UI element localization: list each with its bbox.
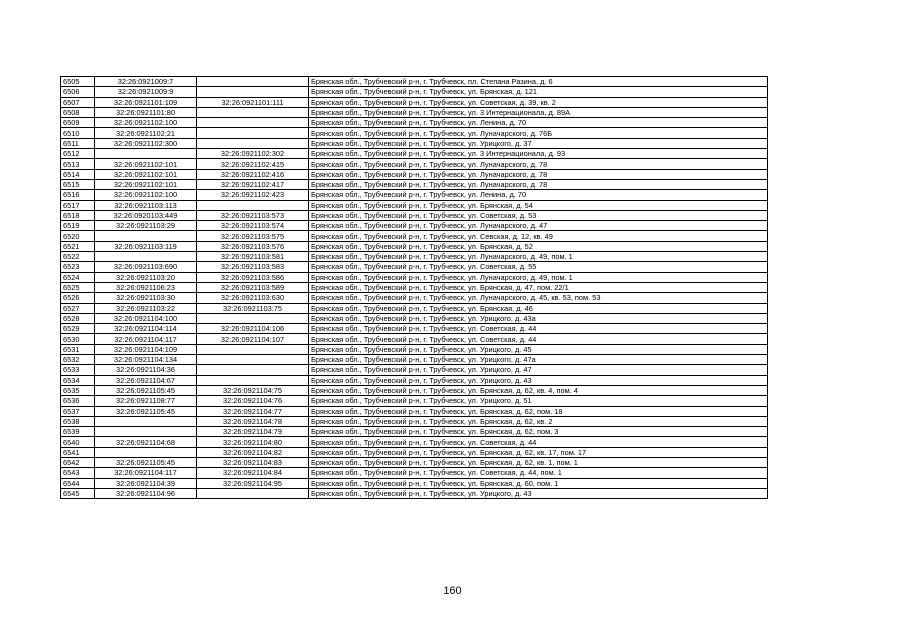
related-cadastral-number-cell <box>197 365 309 375</box>
row-number-cell: 6513 <box>61 159 95 169</box>
cadastral-number-cell: 32:26:0921102:101 <box>95 179 197 189</box>
address-cell: Брянская обл., Трубчевский р-н, г. Трубчевск, ул. Урицкого, д. 47а <box>309 355 768 365</box>
table-row <box>61 190 768 200</box>
related-cadastral-number-cell: 32:26:0921104:84 <box>197 468 309 478</box>
cadastral-number-cell: 32:26:0921104:68 <box>95 437 197 447</box>
related-cadastral-number-cell: 32:26:0921104:106 <box>197 324 309 334</box>
row-number-cell: 6511 <box>61 138 95 148</box>
related-cadastral-number-cell: 32:26:0921103:581 <box>197 252 309 262</box>
related-cadastral-number-cell: 32:26:0921102:302 <box>197 149 309 159</box>
related-cadastral-number-cell: 32:26:0921104:76 <box>197 396 309 406</box>
related-cadastral-number-cell: 32:26:0921104:95 <box>197 478 309 488</box>
table-row <box>61 293 768 303</box>
row-number-cell: 6515 <box>61 179 95 189</box>
address-cell: Брянская обл., Трубчевский р-н, г. Трубчевск, ул. Брянская, д. 60, пом. 1 <box>309 478 768 488</box>
cadastral-number-cell: 32:26:0921102:300 <box>95 138 197 148</box>
row-number-cell: 6514 <box>61 169 95 179</box>
address-cell: Брянская обл., Трубчевский р-н, г. Трубчевск, ул. 3 Интернационала, д. 93 <box>309 149 768 159</box>
table-row <box>61 334 768 344</box>
cadastral-number-cell: 32:26:0921104:67 <box>95 375 197 385</box>
row-number-cell: 6532 <box>61 355 95 365</box>
cadastral-number-cell: 32:26:0921102:101 <box>95 169 197 179</box>
row-number-cell: 6534 <box>61 375 95 385</box>
cadastral-number-cell: 32:26:0921103:22 <box>95 303 197 313</box>
cadastral-number-cell <box>95 447 197 457</box>
cadastral-number-cell: 32:26:0921009:7 <box>95 77 197 87</box>
row-number-cell: 6543 <box>61 468 95 478</box>
related-cadastral-number-cell <box>197 200 309 210</box>
cadastral-number-cell: 32:26:0921108:77 <box>95 396 197 406</box>
row-number-cell: 6528 <box>61 313 95 323</box>
cadastral-number-cell: 32:26:0921104:39 <box>95 478 197 488</box>
related-cadastral-number-cell: 32:26:0921103:75 <box>197 303 309 313</box>
related-cadastral-number-cell: 32:26:0921102:416 <box>197 169 309 179</box>
related-cadastral-number-cell <box>197 107 309 117</box>
cadastral-number-cell: 32:26:0921104:100 <box>95 313 197 323</box>
address-cell: Брянская обл., Трубчевский р-н, г. Трубчевск, ул. Ленина, д. 70 <box>309 118 768 128</box>
row-number-cell: 6509 <box>61 118 95 128</box>
related-cadastral-number-cell: 32:26:0921101:111 <box>197 97 309 107</box>
address-cell: Брянская обл., Трубчевский р-н, г. Трубчевск, ул. Луначарского, д. 47 <box>309 221 768 231</box>
table-row <box>61 200 768 210</box>
row-number-cell: 6530 <box>61 334 95 344</box>
address-cell: Брянская обл., Трубчевский р-н, г. Трубчевск, ул. Советская, д. 44, пом. 1 <box>309 468 768 478</box>
table-row <box>61 437 768 447</box>
related-cadastral-number-cell: 32:26:0921103:575 <box>197 231 309 241</box>
address-cell: Брянская обл., Трубчевский р-н, г. Трубчевск, ул. Брянская, д. 62, пом. 3 <box>309 427 768 437</box>
table-row <box>61 118 768 128</box>
related-cadastral-number-cell <box>197 375 309 385</box>
related-cadastral-number-cell <box>197 313 309 323</box>
cadastral-number-cell <box>95 427 197 437</box>
row-number-cell: 6537 <box>61 406 95 416</box>
table-row <box>61 385 768 395</box>
cadastral-number-cell: 32:26:0921104:114 <box>95 324 197 334</box>
related-cadastral-number-cell: 32:26:0921104:107 <box>197 334 309 344</box>
table-row <box>61 447 768 457</box>
table-row <box>61 210 768 220</box>
address-cell: Брянская обл., Трубчевский р-н, г. Трубчевск, ул. 3 Интернационала, д. 89А <box>309 107 768 117</box>
table-row <box>61 272 768 282</box>
row-number-cell: 6505 <box>61 77 95 87</box>
address-cell: Брянская обл., Трубчевский р-н, г. Трубчевск, ул. Луначарского, д. 78 <box>309 179 768 189</box>
table-row <box>61 128 768 138</box>
cadastral-number-cell: 32:26:0921103:690 <box>95 262 197 272</box>
related-cadastral-number-cell: 32:26:0921102:417 <box>197 179 309 189</box>
related-cadastral-number-cell <box>197 138 309 148</box>
cadastral-number-cell: 32:26:0921101:109 <box>95 97 197 107</box>
cadastral-number-cell <box>95 252 197 262</box>
row-number-cell: 6520 <box>61 231 95 241</box>
cadastral-number-cell: 32:26:0920103:449 <box>95 210 197 220</box>
address-cell: Брянская обл., Трубчевский р-н, г. Трубчевск, ул. Советская, д. 44 <box>309 334 768 344</box>
table-row <box>61 427 768 437</box>
cadastral-number-cell: 32:26:0921103:20 <box>95 272 197 282</box>
row-number-cell: 6524 <box>61 272 95 282</box>
related-cadastral-number-cell <box>197 77 309 87</box>
cadastral-number-cell: 32:26:0921105:45 <box>95 457 197 467</box>
row-number-cell: 6508 <box>61 107 95 117</box>
cadastral-number-cell <box>95 149 197 159</box>
row-number-cell: 6531 <box>61 344 95 354</box>
row-number-cell: 6527 <box>61 303 95 313</box>
row-number-cell: 6539 <box>61 427 95 437</box>
related-cadastral-number-cell: 32:26:0921103:630 <box>197 293 309 303</box>
cadastral-number-cell: 32:26:0921102:21 <box>95 128 197 138</box>
table-row <box>61 396 768 406</box>
address-cell: Брянская обл., Трубчевский р-н, г. Трубчевск, ул. Брянская, д. 46 <box>309 303 768 313</box>
table-row <box>61 488 768 498</box>
cadastral-number-cell: 32:26:0921106:23 <box>95 282 197 292</box>
address-cell: Брянская обл., Трубчевский р-н, г. Трубчевск, ул. Урицкого, д. 47 <box>309 365 768 375</box>
row-number-cell: 6507 <box>61 97 95 107</box>
table-row <box>61 324 768 334</box>
cadastral-number-cell: 32:26:0921102:101 <box>95 159 197 169</box>
address-cell: Брянская обл., Трубчевский р-н, г. Трубчевск, ул. Брянская, д. 47, пом. 22/1 <box>309 282 768 292</box>
address-cell: Брянская обл., Трубчевский р-н, г. Трубчевск, ул. Советская, д. 44 <box>309 437 768 447</box>
cadastral-number-cell: 32:26:0921104:134 <box>95 355 197 365</box>
cadastral-number-cell <box>95 416 197 426</box>
table-row <box>61 365 768 375</box>
cadastral-number-cell: 32:26:0921104:96 <box>95 488 197 498</box>
page-number: 160 <box>443 585 462 597</box>
table-row <box>61 221 768 231</box>
row-number-cell: 6523 <box>61 262 95 272</box>
row-number-cell: 6506 <box>61 87 95 97</box>
row-number-cell: 6522 <box>61 252 95 262</box>
cadastral-number-cell: 32:26:0921103:29 <box>95 221 197 231</box>
cadastral-number-cell: 32:26:0921104:117 <box>95 334 197 344</box>
address-cell: Брянская обл., Трубчевский р-н, г. Трубчевск, ул. Брянская, д. 54 <box>309 200 768 210</box>
cadastral-number-cell: 32:26:0921009:9 <box>95 87 197 97</box>
table-row <box>61 313 768 323</box>
property-table <box>60 76 768 499</box>
cadastral-number-cell: 32:26:0921102:100 <box>95 190 197 200</box>
related-cadastral-number-cell: 32:26:0921103:573 <box>197 210 309 220</box>
cadastral-number-cell: 32:26:0921104:117 <box>95 468 197 478</box>
row-number-cell: 6544 <box>61 478 95 488</box>
address-cell: Брянская обл., Трубчевский р-н, г. Трубчевск, ул. Ленина, д. 70 <box>309 190 768 200</box>
related-cadastral-number-cell: 32:26:0921103:583 <box>197 262 309 272</box>
table-row <box>61 282 768 292</box>
address-cell: Брянская обл., Трубчевский р-н, г. Трубчевск, ул. Луначарского, д. 76Б <box>309 128 768 138</box>
related-cadastral-number-cell: 32:26:0921103:589 <box>197 282 309 292</box>
table-row <box>61 375 768 385</box>
address-cell: Брянская обл., Трубчевский р-н, г. Трубчевск, ул. Луначарского, д. 49, пом. 1 <box>309 252 768 262</box>
related-cadastral-number-cell <box>197 344 309 354</box>
address-cell: Брянская обл., Трубчевский р-н, г. Трубчевск, ул. Севская, д. 12, кв. 49 <box>309 231 768 241</box>
table-row <box>61 179 768 189</box>
address-cell: Брянская обл., Трубчевский р-н, г. Трубчевск, ул. Луначарского, д. 78 <box>309 159 768 169</box>
address-cell: Брянская обл., Трубчевский р-н, г. Трубчевск, ул. Советская, д. 55 <box>309 262 768 272</box>
related-cadastral-number-cell: 32:26:0921104:75 <box>197 385 309 395</box>
row-number-cell: 6529 <box>61 324 95 334</box>
table-row <box>61 262 768 272</box>
address-cell: Брянская обл., Трубчевский р-н, г. Трубчевск, ул. Брянская, д. 121 <box>309 87 768 97</box>
address-cell: Брянская обл., Трубчевский р-н, г. Трубчевск, ул. Советская, д. 53 <box>309 210 768 220</box>
table-row <box>61 478 768 488</box>
table-row <box>61 169 768 179</box>
table-row <box>61 77 768 87</box>
table-row <box>61 344 768 354</box>
related-cadastral-number-cell <box>197 488 309 498</box>
row-number-cell: 6510 <box>61 128 95 138</box>
address-cell: Брянская обл., Трубчевский р-н, г. Трубчевск, ул. Советская, д. 39, кв. 2 <box>309 97 768 107</box>
address-cell: Брянская обл., Трубчевский р-н, г. Трубчевск, ул. Луначарского, д. 49, пом. 1 <box>309 272 768 282</box>
cadastral-number-cell: 32:26:0921104:109 <box>95 344 197 354</box>
address-cell: Брянская обл., Трубчевский р-н, г. Трубчевск, ул. Урицкого, д. 45 <box>309 344 768 354</box>
table-row <box>61 159 768 169</box>
address-cell: Брянская обл., Трубчевский р-н, г. Трубчевск, ул. Луначарского, д. 78 <box>309 169 768 179</box>
table-body <box>61 77 768 499</box>
row-number-cell: 6517 <box>61 200 95 210</box>
related-cadastral-number-cell <box>197 118 309 128</box>
row-number-cell: 6540 <box>61 437 95 447</box>
address-cell: Брянская обл., Трубчевский р-н, г. Трубчевск, пл. Степана Разина, д. 6 <box>309 77 768 87</box>
row-number-cell: 6536 <box>61 396 95 406</box>
related-cadastral-number-cell: 32:26:0921103:574 <box>197 221 309 231</box>
row-number-cell: 6526 <box>61 293 95 303</box>
related-cadastral-number-cell <box>197 355 309 365</box>
address-cell: Брянская обл., Трубчевский р-н, г. Трубчевск, ул. Брянская, д. 62, кв. 1, пом. 1 <box>309 457 768 467</box>
related-cadastral-number-cell: 32:26:0921104:83 <box>197 457 309 467</box>
row-number-cell: 6535 <box>61 385 95 395</box>
row-number-cell: 6512 <box>61 149 95 159</box>
related-cadastral-number-cell <box>197 128 309 138</box>
address-cell: Брянская обл., Трубчевский р-н, г. Трубчевск, ул. Брянская, д. 62, кв. 2 <box>309 416 768 426</box>
table-row <box>61 252 768 262</box>
address-cell: Брянская обл., Трубчевский р-н, г. Трубчевск, ул. Урицкого, д. 43а <box>309 313 768 323</box>
related-cadastral-number-cell: 32:26:0921104:79 <box>197 427 309 437</box>
table-row <box>61 107 768 117</box>
related-cadastral-number-cell: 32:26:0921104:82 <box>197 447 309 457</box>
table-row <box>61 87 768 97</box>
address-cell: Брянская обл., Трубчевский р-н, г. Трубчевск, ул. Советская, д. 44 <box>309 324 768 334</box>
table-row <box>61 149 768 159</box>
table-row <box>61 406 768 416</box>
table-row <box>61 231 768 241</box>
address-cell: Брянская обл., Трубчевский р-н, г. Трубчевск, ул. Урицкого, д. 37 <box>309 138 768 148</box>
cadastral-number-cell: 32:26:0921103:113 <box>95 200 197 210</box>
row-number-cell: 6538 <box>61 416 95 426</box>
address-cell: Брянская обл., Трубчевский р-н, г. Трубчевск, ул. Урицкого, д. 43 <box>309 488 768 498</box>
row-number-cell: 6518 <box>61 210 95 220</box>
row-number-cell: 6519 <box>61 221 95 231</box>
table-row <box>61 303 768 313</box>
table-row <box>61 468 768 478</box>
cadastral-number-cell: 32:26:0921102:100 <box>95 118 197 128</box>
cadastral-number-cell: 32:26:0921105:45 <box>95 385 197 395</box>
address-cell: Брянская обл., Трубчевский р-н, г. Трубчевск, ул. Брянская, д. 62, пом. 18 <box>309 406 768 416</box>
cadastral-number-cell: 32:26:0921101:80 <box>95 107 197 117</box>
row-number-cell: 6525 <box>61 282 95 292</box>
related-cadastral-number-cell: 32:26:0921104:80 <box>197 437 309 447</box>
cadastral-number-cell: 32:26:0921103:119 <box>95 241 197 251</box>
row-number-cell: 6545 <box>61 488 95 498</box>
table-row <box>61 241 768 251</box>
related-cadastral-number-cell: 32:26:0921102:415 <box>197 159 309 169</box>
related-cadastral-number-cell: 32:26:0921104:78 <box>197 416 309 426</box>
row-number-cell: 6533 <box>61 365 95 375</box>
table-row <box>61 457 768 467</box>
related-cadastral-number-cell: 32:26:0921104:77 <box>197 406 309 416</box>
address-cell: Брянская обл., Трубчевский р-н, г. Трубчевск, ул. Брянская, д. 62, кв. 4, пом. 4 <box>309 385 768 395</box>
row-number-cell: 6521 <box>61 241 95 251</box>
address-cell: Брянская обл., Трубчевский р-н, г. Трубчевск, ул. Луначарского, д. 45, кв. 53, пом. 53 <box>309 293 768 303</box>
address-cell: Брянская обл., Трубчевский р-н, г. Трубчевск, ул. Урицкого, д. 43 <box>309 375 768 385</box>
table-row <box>61 355 768 365</box>
address-cell: Брянская обл., Трубчевский р-н, г. Трубчевск, ул. Брянская, д. 62, кв. 17, пом. 17 <box>309 447 768 457</box>
row-number-cell: 6541 <box>61 447 95 457</box>
cadastral-number-cell: 32:26:0921103:30 <box>95 293 197 303</box>
cadastral-number-cell: 32:26:0921104:36 <box>95 365 197 375</box>
row-number-cell: 6542 <box>61 457 95 467</box>
table-row <box>61 416 768 426</box>
table-row <box>61 97 768 107</box>
address-cell: Брянская обл., Трубчевский р-н, г. Трубчевск, ул. Урицкого, д. 51 <box>309 396 768 406</box>
related-cadastral-number-cell: 32:26:0921103:576 <box>197 241 309 251</box>
related-cadastral-number-cell: 32:26:0921103:586 <box>197 272 309 282</box>
related-cadastral-number-cell <box>197 87 309 97</box>
table-row <box>61 138 768 148</box>
cadastral-number-cell: 32:26:0921105:45 <box>95 406 197 416</box>
address-cell: Брянская обл., Трубчевский р-н, г. Трубчевск, ул. Брянская, д. 52 <box>309 241 768 251</box>
cadastral-number-cell <box>95 231 197 241</box>
row-number-cell: 6516 <box>61 190 95 200</box>
related-cadastral-number-cell: 32:26:0921102:423 <box>197 190 309 200</box>
